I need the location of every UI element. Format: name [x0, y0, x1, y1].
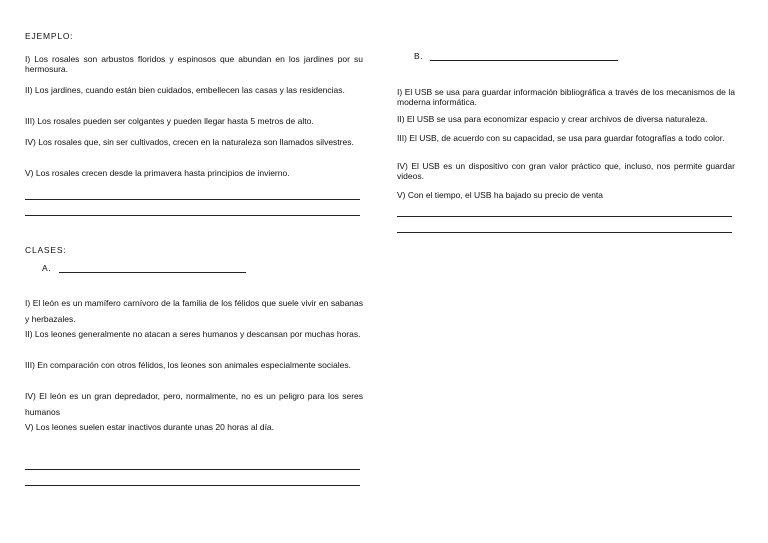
- answer-line[interactable]: [25, 215, 360, 216]
- ejemplo-item-4: IV) Los rosales que, sin ser cultivados, crecen en la naturaleza son llamados silvestres.: [25, 137, 354, 147]
- answer-line[interactable]: [25, 485, 360, 486]
- blank-a-line[interactable]: [59, 272, 246, 273]
- answer-line[interactable]: [25, 199, 360, 200]
- ejemplo-item-2: II) Los jardines, cuando están bien cuidados, embellecen las casas y las residencias.: [25, 85, 345, 95]
- usb-item-3: III) El USB, de acuerdo con su capacidad, se usa para guardar fotografías a todo color.: [397, 133, 725, 143]
- usb-item-4: IV) El USB es un dispositivo con gran valor práctico que, incluso, nos permite guardar videos.: [397, 161, 735, 181]
- ejemplo-item-5: V) Los rosales crecen desde la primavera hasta principios de invierno.: [25, 168, 290, 178]
- ejemplo-item-3: III) Los rosales pueden ser colgantes y pueden llegar hasta 5 metros de alto.: [25, 116, 314, 126]
- usb-item-5: V) Con el tiempo, el USB ha bajado su precio de venta: [397, 190, 604, 200]
- blank-a-label: A.: [42, 263, 52, 273]
- answer-line[interactable]: [25, 469, 360, 470]
- clases-item-4: IV) El león es un gran depredador, pero, normalmente, no es un peligro para los seres humanos: [25, 391, 363, 417]
- ejemplo-item-1: I) Los rosales son arbustos floridos y espinosos que abundan en los jardines por su hermosura.: [25, 54, 363, 74]
- blank-b-line[interactable]: [430, 60, 618, 61]
- answer-line[interactable]: [397, 216, 732, 217]
- clases-heading: CLASES:: [25, 245, 67, 255]
- usb-item-1: I) El USB se usa para guardar información bibliográfica a través de los mecanismos de la moderna informática.: [397, 87, 735, 107]
- clases-item-5: V) Los leones suelen estar inactivos durante unas 20 horas al día.: [25, 422, 275, 432]
- clases-item-3: III) En comparación con otros félidos, los leones son animales especialmente sociales.: [25, 360, 352, 370]
- usb-item-2: II) El USB se usa para economizar espacio y crear archivos de diversa naturaleza.: [397, 114, 708, 124]
- blank-b-label: B.: [414, 51, 424, 61]
- clases-item-1: I) El león es un mamífero carnívoro de la familia de los félidos que suele vivir en sabanas y herbazales.: [25, 298, 363, 324]
- answer-line[interactable]: [397, 232, 732, 233]
- ejemplo-heading: EJEMPLO:: [25, 31, 74, 41]
- clases-item-2: II) Los leones generalmente no atacan a seres humanos y descansan por muchas horas.: [25, 329, 361, 339]
